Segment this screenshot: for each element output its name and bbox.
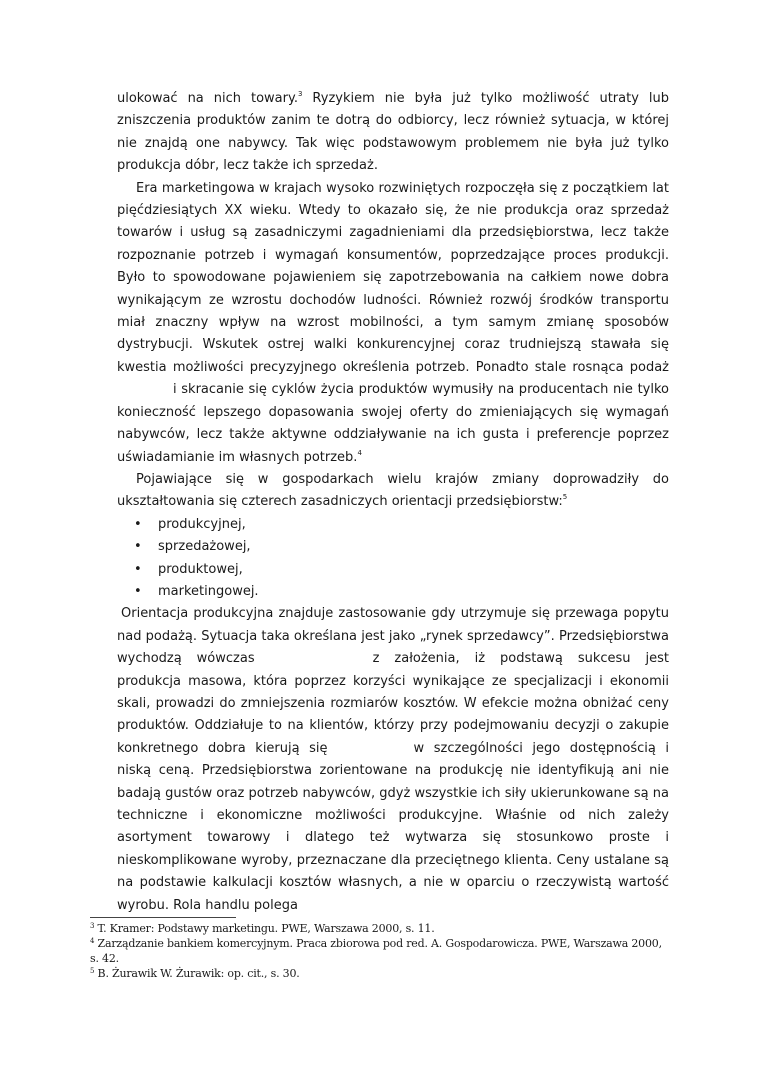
orientation-list [117, 514, 669, 604]
footnote-ref-5: 5 [562, 493, 568, 502]
footnote-ref-3: 3 [297, 90, 303, 98]
footnote-separator [90, 917, 236, 918]
list-item: • sprzedażowej, [134, 536, 669, 558]
paragraph-2: Era marketingowa w krajach wysoko rozwiniętych rozpoczęła się z początkiem lat pięćdziesiątych XX wieku. Wtedy to okazało się, że nie produkcja oraz sprzedaż towarów i usług są zasadniczymi zagadnieniami dla przedsiębiorstwa, lecz także rozpoznanie potrzeb i wymagań konsumentów, poprzedzające proces produkcji. Było to spowodowane pojawieniem się zapotrzebowania na całkiem nowe dobra wynikającym ze wzrostu dochodów ludności. Również rozwój środków transportu miał znaczny wpływ na wzrost mobilności, a tym samym zmianę sposobów dystrybucji. Wskutek ostrej walki konkurencyjnej coraz trudniejszą stawała się kwestia możliwości precyzyjnego określenia potrzeb. Ponadto stale rosnąca podażi skracanie się cyklów życia produktów wymusiły na producentach nie tylko konieczność lepszego dopasowania swojej oferty do zmieniających się wymagań nabywców, lecz także aktywne oddziaływanie na ich gusta i preferencje poprzez uświadamianie im własnych potrzeb.$^4$ [117, 180, 669, 465]
list-item: • produkcyjnej, [134, 514, 669, 536]
list-item: • produktowej, [134, 559, 669, 581]
paragraph-3: Pojawiające się w gospodarkach wielu krajów zmiany doprowadziły do ukształtowania się czterech zasadniczych orientacji przedsiębiorstw:$^5$ [117, 471, 669, 510]
footnote-4: $^4$ Zarządzanie bankiem komercyjnym. Praca zbiorowa pod red. A. Gospodarowicza. PWE, Warszawa 2000, s. 42. [90, 937, 662, 965]
footnotes [90, 921, 670, 981]
footnote-ref-4: 4 [357, 448, 362, 457]
footnote-5: $^5$ B. Żurawik W. Żurawik: op. cit., s. 30. [90, 967, 300, 980]
body-text [117, 88, 669, 917]
paragraph-4: Orientacja produkcyjna znajduje zastosowanie gdy utrzymuje się przewaga popytu nad podażą. Sytuacja taka określana jest jako „rynek sprzedawcy”. Przedsiębiorstwa wychodzą wówczas z założenia, iż podstawą sukcesu jest produkcja masowa, która poprzez korzyści wynikające ze specjalizacji i ekonomii skali, prowadzi do zmniejszenia rozmiarów kosztów. W efekcie można obniżać ceny produktów. Oddziałuje to na klientów, którzy przy podejmowaniu decyzji o zakupie konkretnego dobra kierują się w szczególności jego dostępnością i niską ceną. Przedsiębiorstwa zorientowane na produkcję nie identyfikują ani nie badają gustów oraz potrzeb nabywców, gdyż wszystkie ich siły ukierunkowane są na techniczne i ekonomiczne możliwości produkcyjne. Właśnie od nich zależy asortyment towarowy i dlatego też wytwarza się stosunkowo proste i nieskomplikowane wyroby, przeznaczane dla przeciętnego klienta. Ceny ustalane są na podstawie kalkulacji kosztów własnych, a nie w oparciu o rzeczywistą wartość wyrobu. Rola handlu polega [117, 606, 670, 913]
footnote-3: $^3$ T. Kramer: Podstawy marketingu. PWE, Warszawa 2000, s. 11. [90, 922, 435, 935]
paragraph-1: ulokować na nich towary.$^3$ Ryzykiem nie była już tylko możliwość utraty lub zniszczenia produktów zanim te dotrą do odbiorcy, lecz również sytuacja, w której nie znajdą one nabywcy. Tak więc podstawowym problemem nie była już tylko produkcja dóbr, lecz także ich sprzedaż. [117, 90, 669, 174]
list-item: • marketingowej. [134, 581, 669, 603]
